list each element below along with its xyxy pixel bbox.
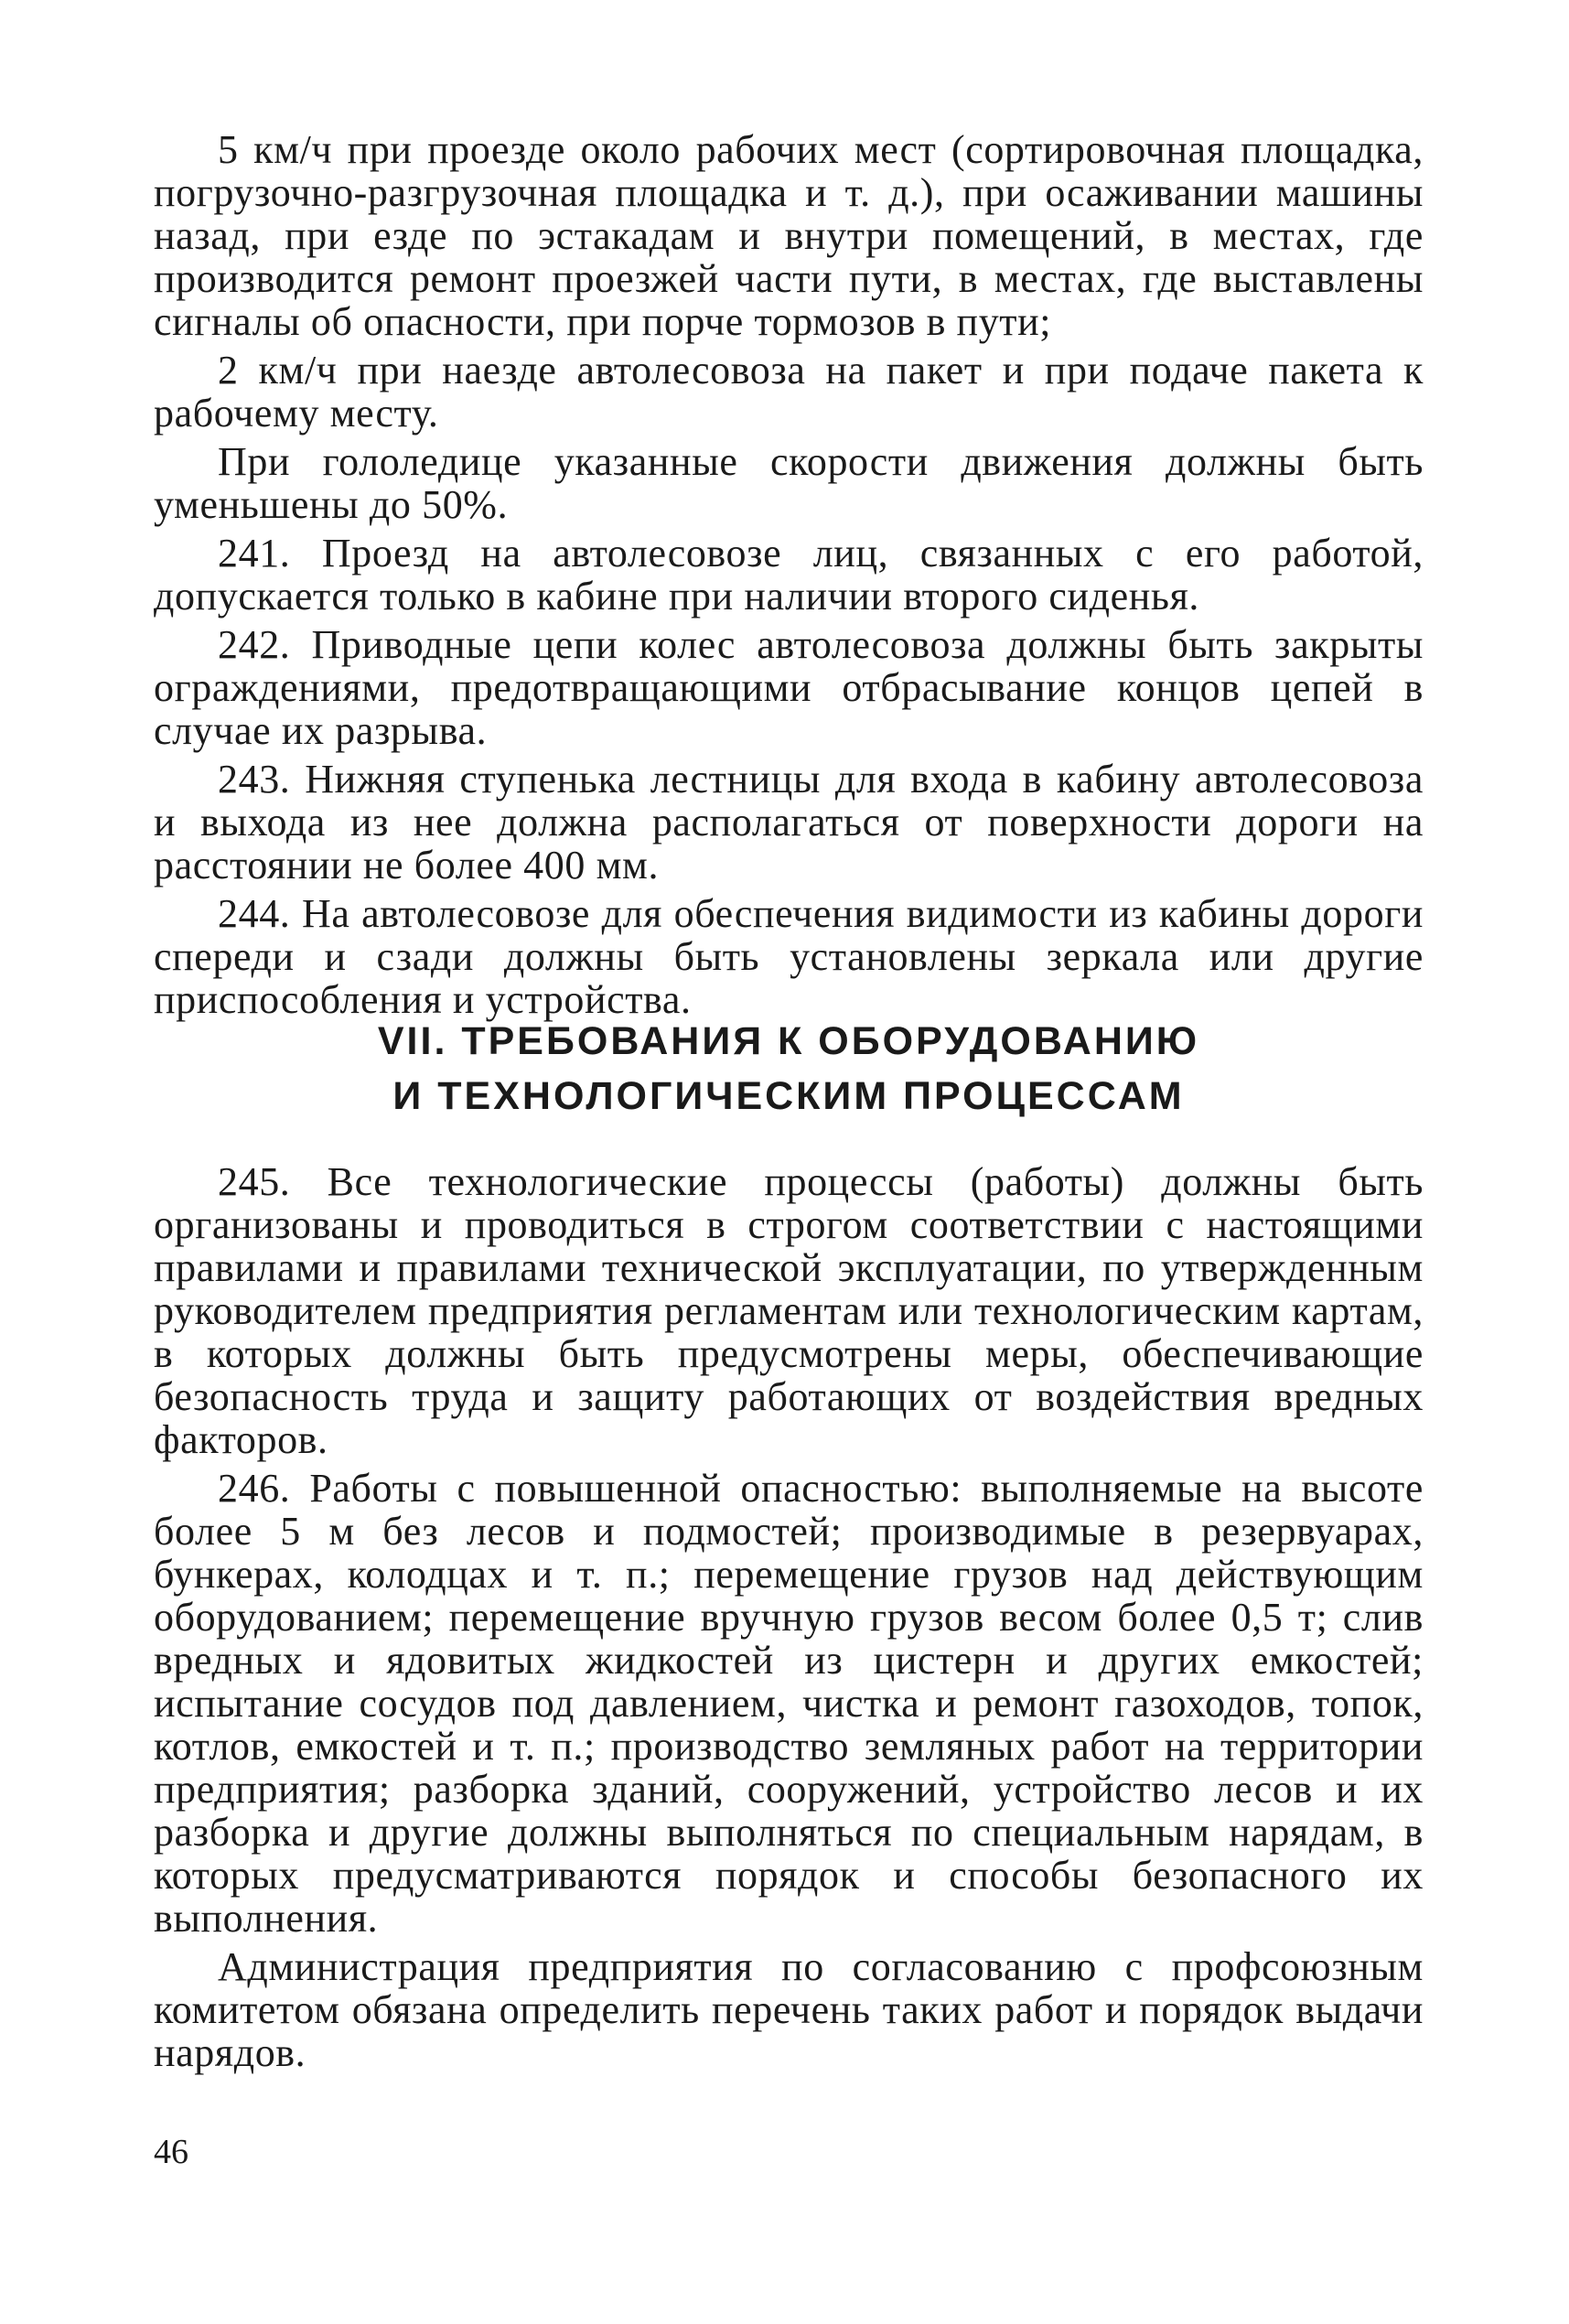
top-text-block [154, 128, 1424, 1021]
paragraph-speed-5: 5 км/ч при проезде около рабочих мест (сортировочная площадка, погрузочно-разгрузочная площадка и т. д.), при осаживании машины назад, при езде по эстакадам и внутри помещений, в местах, где производится ремонт проезжей части пути, в местах, где выставлены сигналы об опасности, при порче тормозов в пути; [154, 127, 1424, 344]
section-heading-line-1: VII. ТРЕБОВАНИЯ К ОБОРУДОВАНИЮ [377, 1019, 1200, 1063]
paragraph-245: 245. Все технологические процессы (работы) должны быть организованы и проводиться в строгом соответствии с настоящими правилами и правилами технической эксплуатации, по утвержденным руководителем предприятия регламентам или технологическим картам, в которых должны быть предусмотрены меры, обеспечивающие безопасность труда и защиту работающих от воздействия вредных факторов. [154, 1159, 1424, 1462]
section-heading [154, 1014, 1424, 1124]
paragraph-ice: При гололедице указанные скорости движения должны быть уменьшены до 50%. [154, 439, 1424, 527]
paragraph-administration: Администрация предприятия по согласованию с профсоюзным комитетом обязана определить перечень таких работ и порядок выдачи нарядов. [154, 1944, 1424, 2075]
bottom-text-block [154, 1160, 1424, 2074]
paragraph-241: 241. Проезд на автолесовозе лиц, связанных с его работой, допускается только в кабине при наличии второго сиденья. [154, 531, 1424, 619]
paragraph-speed-2: 2 км/ч при наезде автолесовоза на пакет и при подаче пакета к рабочему месту. [154, 348, 1424, 436]
section-heading-line-2: И ТЕХНОЛОГИЧЕСКИМ ПРОЦЕССАМ [392, 1074, 1185, 1118]
paragraph-244: 244. На автолесовозе для обеспечения видимости из кабины дороги спереди и сзади должны быть установлены зеркала или другие приспособления и устройства. [154, 891, 1424, 1022]
paragraph-243: 243. Нижняя ступенька лестницы для входа в кабину автолесовоза и выхода из нее должна располагаться от поверхности дороги на расстоянии не более 400 мм. [154, 757, 1424, 888]
page-number: 46 [154, 2133, 188, 2171]
paragraph-246: 246. Работы с повышенной опасностью: выполняемые на высоте более 5 м без лесов и подмостей; производимые в резервуарах, бункерах, колодцах и т. п.; перемещение грузов над действующим оборудованием; перемещение вручную грузов весом более 0,5 т; слив вредных и ядовитых жидкостей из цистерн и других емкостей; испытание сосудов под давлением, чистка и ремонт газоходов, топок, котлов, емкостей и т. п.; производство земляных работ на территории предприятия; разборка зданий, сооружений, устройство лесов и их разборка и другие должны выполняться по специальным нарядам, в которых предусматриваются порядок и способы безопасного их выполнения. [154, 1466, 1424, 1941]
paragraph-242: 242. Приводные цепи колес автолесовоза должны быть закрыты ограждениями, предотвращающими отбрасывание концов цепей в случае их разрыва. [154, 622, 1424, 753]
